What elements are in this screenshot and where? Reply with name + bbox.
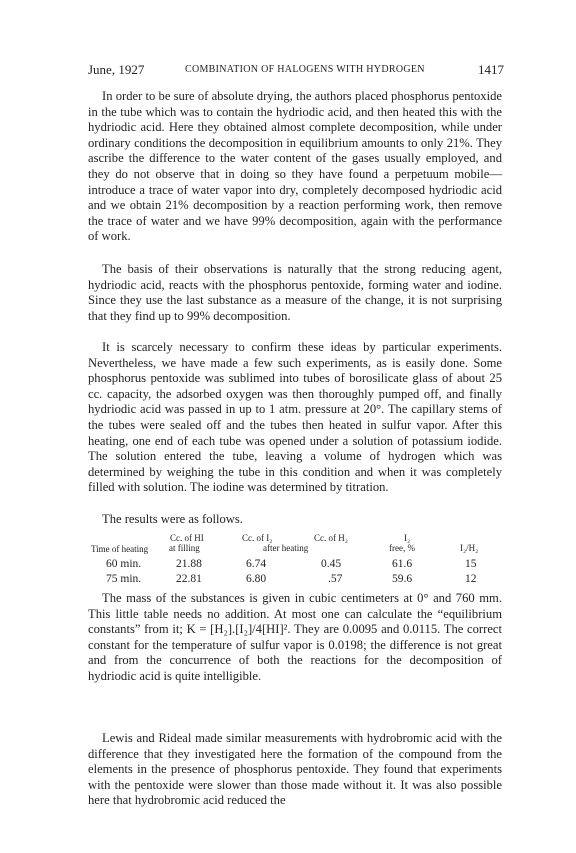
paragraph-text: The basis of their observations is naturally that the strong reducing agent, hydriodic acid, reacts with the phosphorus pentoxide, forming water and iodine. Since they use the last substance as a measure of the change, it is not surprising that they find up to 99% decomposition. [88,262,502,323]
table-cell: 6.80 [246,573,267,585]
table-cell: 0.45 [321,558,342,570]
col-header-hi: Cc. of HI [170,533,204,543]
table-cell: 60 min. [106,558,142,570]
col-header-ratio: I₂/H₂ [460,543,479,553]
paragraph-6 [88,731,502,809]
table-cell: 15 [465,558,477,570]
table-cell: 22.81 [176,573,202,585]
running-header [88,62,504,78]
col-header-hi-sub: at filling [169,543,200,553]
paragraph-5 [88,591,502,685]
col-header-i2: Cc. of I₂ [242,533,273,543]
table-cell: 6.74 [246,558,267,570]
table-cell: 61.6 [392,558,413,570]
table-cell: 59.6 [392,573,413,585]
paragraph-text: The mass of the substances is given in cubic centimeters at 0° and 760 mm. This little table needs no addition. At most one can calculate the “equilibrium constants” from it; K = [H₂].[I₂]/4[HI]². They are 0.0095 and 0.0115. The correct constant for the temperature of sulfur vapor is 0.0198; the difference is not great and from the concurrence of both the reactions for the decomposition of hydriodic acid is quite intelligible. [88,591,502,683]
col-header-free-sub: free, % [389,543,415,553]
paragraph-3 [88,340,502,496]
table-cell: 12 [465,573,477,585]
col-header-after: after heating [263,543,309,553]
paragraph-1 [88,89,502,245]
page-number: 1417 [478,62,504,77]
paragraph-4 [88,512,502,528]
paragraph-text: Lewis and Rideal made similar measurements with hydrobromic acid with the difference that they investigated here the formation of the compound from the elements in the presence of phosphorus pentoxide. They found that experiments with the pentoxide were slower than those made without it. It was also possible here that hydrobromic acid reduced the [88,731,502,808]
table-cell: .57 [328,573,343,585]
header-date: June, 1927 [88,62,145,77]
col-header-free: I₂ [404,533,411,543]
col-header-time: Time of heating [91,544,149,554]
table-cell: 75 min. [106,573,142,585]
table-cell: 21.88 [176,558,202,570]
paragraph-text: The results were as follows. [102,512,243,526]
paragraph-2 [88,262,502,324]
col-header-h2: Cc. of H₂ [314,533,348,543]
paragraph-text: In order to be sure of absolute drying, the authors placed phosphorus pentoxide in the tube which was to contain the hydriodic acid, and then heated this with the hydriodic acid. Here they obtained almost complete decomposition, while under ordinary conditions the decomposition in equilibrium amounts to only 21%. They ascribe the difference to the water content of the gases usually employed, and they do not observe that in doing so they have found a perpetuum mobile—introduce a trace of water vapor into dry, completely decomposed hydriodic acid and we obtain 21% decomposition by a reaction performing work, then remove the trace of water and we have 99% decomposition, again with the performance of work. [88,89,502,244]
paragraph-text: It is scarcely necessary to confirm these ideas by particular experiments. Nevertheless, we have made a few such experiments, as is easily done. Some phosphorus pentoxide was sublimed into tubes of borosilicate glass of about 25 cc. capacity, the adsorbed oxygen was then thoroughly pumped off, and finally hydriodic acid was passed in up to 1 atm. pressure at 20°. The capillary stems of the tubes were sealed off and the tubes then heated in sulfur vapor. After this heating, one end of each tube was opened under a solution of potassium iodide. The solution entered the tube, leaving a volume of hydrogen which was determined by weighing the tube in this condition and when it was completely filled with solution. The iodine was determined by titration. [88,340,502,495]
header-title: COMBINATION OF HALOGENS WITH HYDROGEN [185,64,425,75]
